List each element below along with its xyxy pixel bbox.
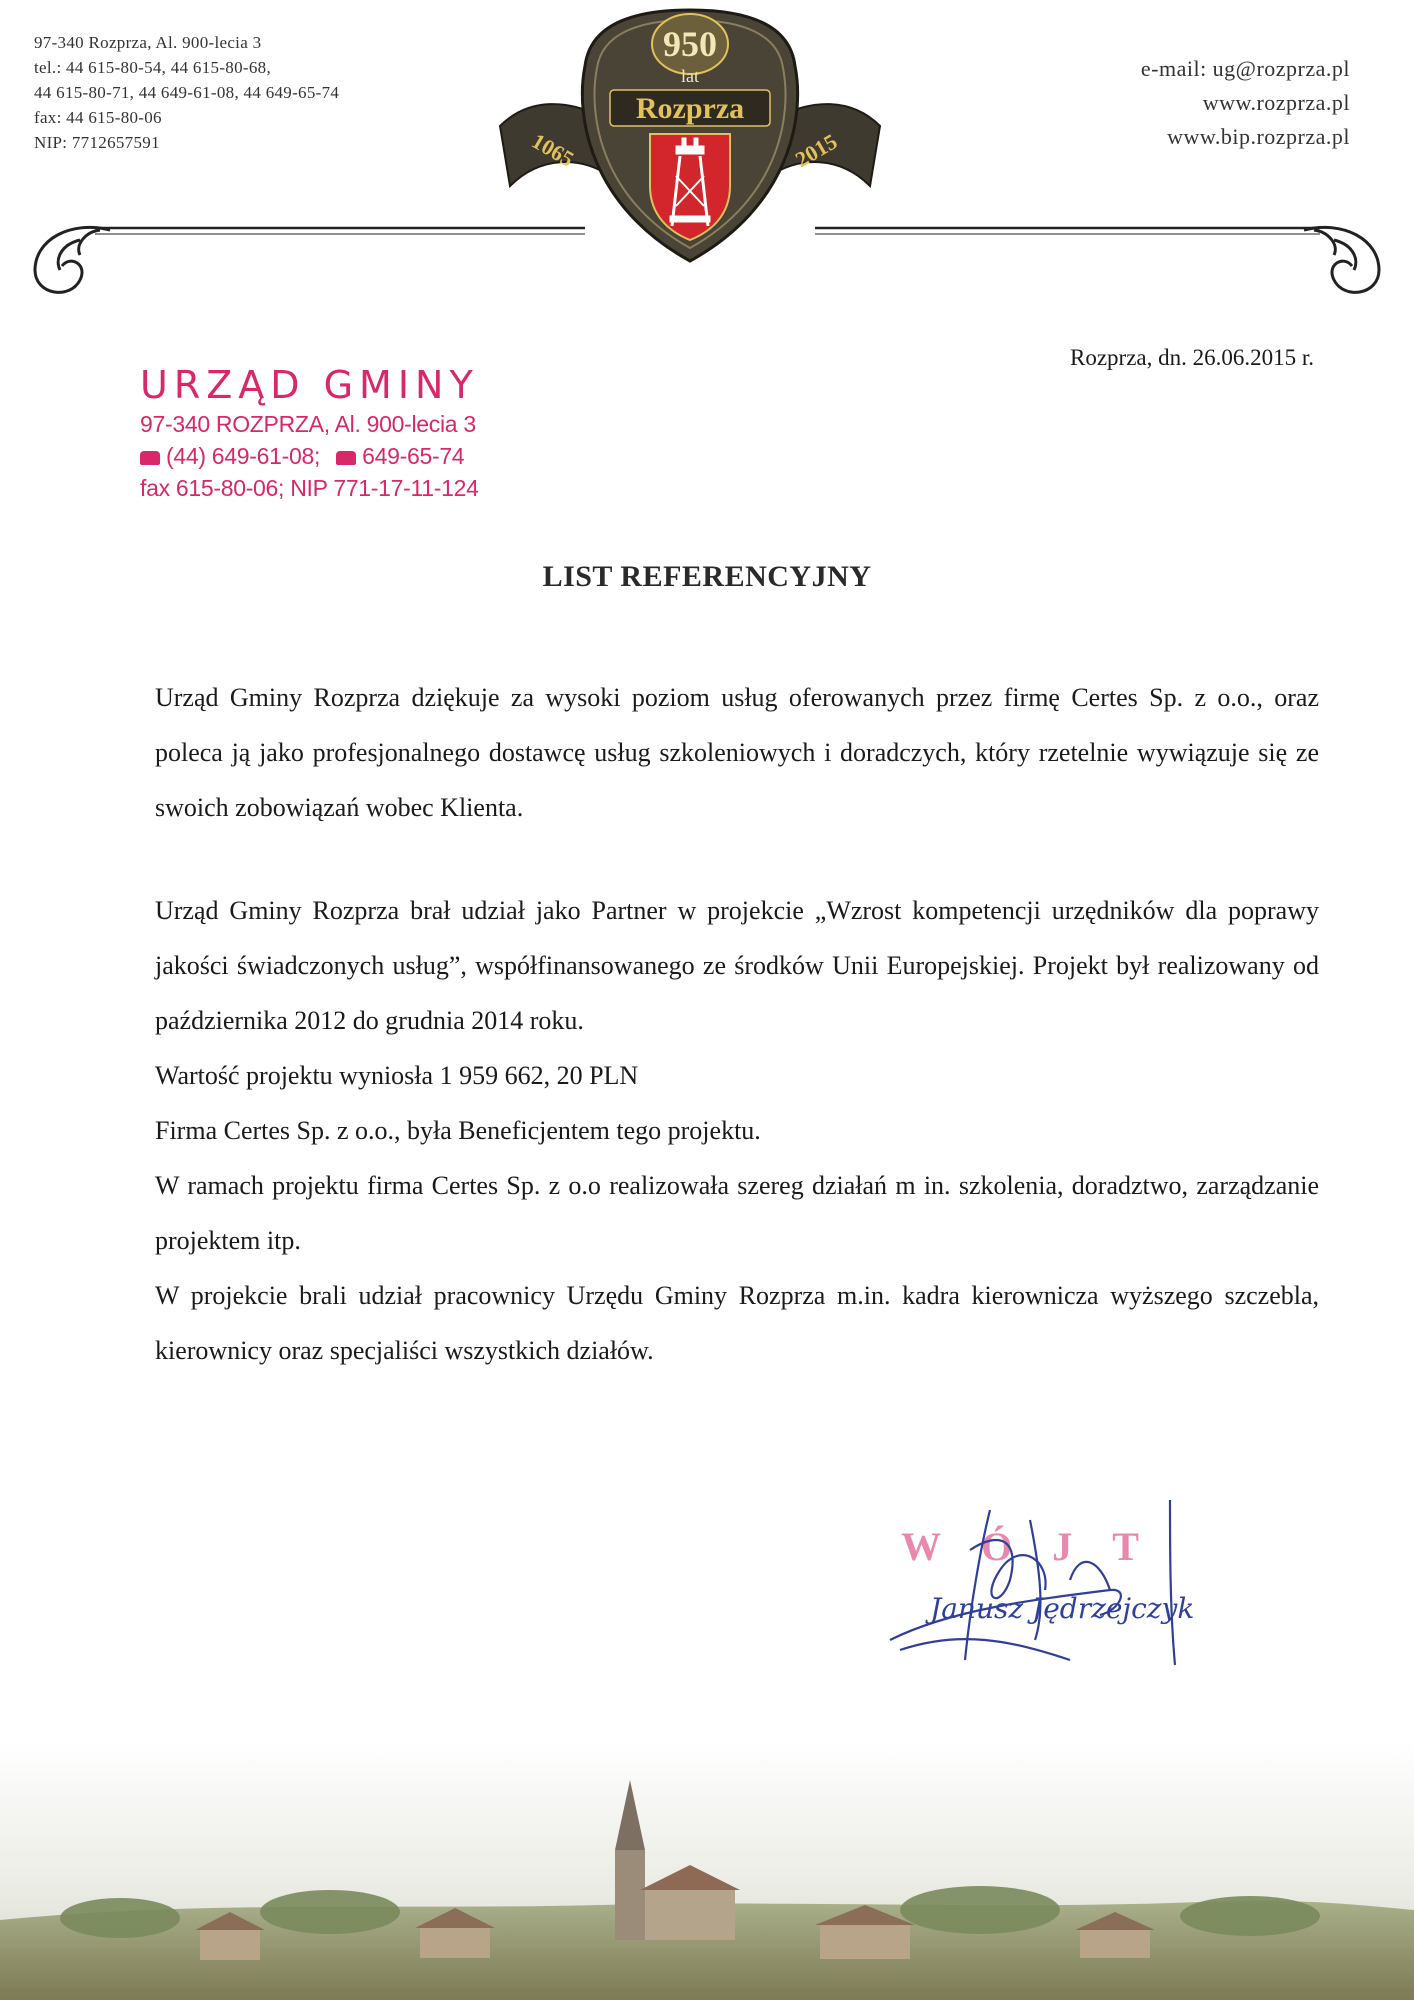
footer-landscape-image (0, 1740, 1414, 2000)
document-date: Rozprza, dn. 26.06.2015 r. (1069, 345, 1314, 370)
phone-line-2: 44 615-80-71, 44 649-61-08, 44 649-65-74 (34, 83, 340, 102)
signature-block (870, 1490, 1210, 1680)
signature-name: Janusz Jędrzejczyk (930, 1592, 1195, 1625)
stamp-phones (140, 440, 479, 472)
paragraph-thanks: Urząd Gminy Rozprza dziękuje za wysoki poziom usług oferowanych przez firmę Certes Sp. z o.o., oraz poleca ją jako profesjonalnego dostawcę usług szkoleniowych i doradczych, który rzetelnie wywiązuje się ze swoich zobowiązań wobec Klienta. (155, 683, 1319, 822)
stamp-phone-a: (44) 649-61-08; (166, 443, 321, 469)
stamp-title: URZĄD GMINY (140, 363, 479, 407)
stamp-fax-nip: fax 615-80-06; NIP 771-17-11-124 (140, 475, 479, 501)
contact-block-right (1141, 52, 1350, 154)
stamp-phone-b: 649-65-74 (362, 443, 465, 469)
address-line: 97-340 Rozprza, Al. 900-lecia 3 (34, 33, 262, 52)
telephone-icon (336, 451, 356, 465)
crest-town: Rozprza (635, 92, 745, 125)
letter-body (155, 670, 1319, 1378)
email-line: e-mail: ug@rozprza.pl (1140, 56, 1350, 81)
paragraph-participants: W projekcie brali udział pracownicy Urzędu Gminy Rozprza m.in. kadra kierownicza wyższego szczebla, kierownicy oraz specjaliści wszystkich działów. (155, 1281, 1319, 1365)
website-line: www.rozprza.pl (1202, 90, 1350, 115)
fax-line: fax: 44 615-80-06 (34, 108, 162, 127)
ornament-scroll-left-icon (35, 227, 110, 292)
phone-line-1: tel.: 44 615-80-54, 44 615-80-68, (34, 58, 272, 77)
telephone-icon (140, 451, 160, 465)
document-title: LIST REFERENCYJNY (542, 560, 872, 593)
crest-number: 950 (663, 24, 717, 64)
nip-line: NIP: 7712657591 (34, 133, 160, 152)
paragraph-project: Urząd Gminy Rozprza brał udział jako Partner w projekcie „Wzrost kompetencji urzędników dla poprawy jakości świadczonych usług”, współfinansowanego ze środków Unii Europejskiej. Projekt był realizowany od października 2012 do grudnia 2014 roku. (155, 896, 1319, 1035)
header-ornament-rule (0, 200, 1414, 310)
stamp-address: 97-340 ROZPRZA, Al. 900-lecia 3 (140, 411, 476, 437)
ornament-scroll-right-icon (1304, 227, 1379, 292)
crest-year-right: 2015 (790, 128, 842, 173)
paragraph-beneficiary: Firma Certes Sp. z o.o., była Beneficjentem tego projektu. (155, 1116, 761, 1145)
paragraph-activities: W ramach projektu firma Certes Sp. z o.o realizowała szereg działań m in. szkolenia, doradztwo, zarządzanie projektem itp. (155, 1171, 1319, 1255)
paragraph-value: Wartość projektu wyniosła 1 959 662, 20 PLN (155, 1061, 639, 1090)
crest-word-lat: lat (681, 66, 699, 86)
office-stamp (140, 362, 479, 504)
crest-year-left: 1065 (527, 128, 579, 172)
bip-website-line: www.bip.rozprza.pl (1167, 124, 1350, 149)
contact-block-left (34, 30, 339, 155)
signature-stamp-word: WÓJT (901, 1524, 1179, 1569)
